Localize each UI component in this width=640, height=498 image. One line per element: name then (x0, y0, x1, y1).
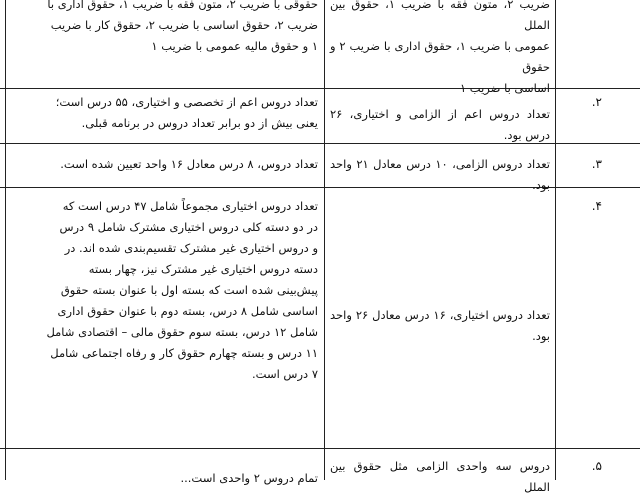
row-3-middle-cell (330, 154, 550, 196)
text-line: در دو دسته کلی دروس اختیاری مشترک شامل ۹ درس (59, 220, 318, 234)
text-line: دسته دروس اختیاری غیر مشترک نیز، چهار بسته (88, 262, 318, 276)
text-line: اساسی با ضریب ۱ (459, 81, 550, 95)
text-line: تعداد دروس اختیاری مجموعاً شامل ۴۷ درس است که (62, 199, 318, 213)
row-4-number: ۴. (591, 199, 602, 213)
column-divider (555, 0, 556, 480)
text-line: اساسی شامل ۸ درس، بسته دوم با عنوان حقوق اداری (57, 304, 318, 318)
text-line: تمام دروس ۲ واحدی است... (180, 471, 318, 485)
text-line: پیش‌بینی شده است که بسته اول با عنوان بسته حقوق (60, 283, 318, 297)
text-line: تعداد دروس اختیاری، ۱۶ درس معادل ۲۶ واحد بود. (330, 308, 550, 343)
row-5-left-cell (10, 468, 318, 489)
text-line: شامل ۱۲ درس، بسته سوم حقوق مالی – اقتصادی شامل (46, 325, 318, 339)
text-line: دروس سه واحدی الزامی مثل حقوق بین الملل (330, 459, 550, 494)
text-line: ۱ و حقوق مالیه عمومی با ضریب ۱ (151, 39, 318, 53)
text-line: تعداد دروس اعم از الزامی و اختیاری، ۲۶ درس بود. (330, 107, 550, 142)
row-4-left-cell (10, 196, 318, 385)
row-2-left-cell (10, 92, 318, 134)
text-line: ۱۱ درس و بسته چهارم حقوق کار و رفاه اجتماعی شامل (50, 346, 318, 360)
text-line: تعداد دروس، ۸ درس معادل ۱۶ واحد تعیین شده است. (60, 157, 318, 171)
row-2-number: ۲. (591, 95, 602, 109)
row-1-middle-cell (330, 0, 550, 99)
text-line: ضریب ۲، متون فقه با ضریب ۱، حقوق بین الملل (330, 0, 551, 32)
row-5-middle-cell (330, 456, 550, 498)
row-divider (0, 448, 640, 449)
row-3-left-cell (10, 154, 318, 175)
row-1-left-cell (10, 0, 318, 57)
column-divider (324, 0, 325, 480)
row-3-number: ۳. (591, 157, 602, 171)
text-line: یعنی بیش از دو برابر تعداد دروس در برنامه قبلی. (81, 116, 318, 130)
row-4-middle-cell (330, 305, 550, 347)
row-5-number: ۵. (591, 459, 602, 473)
text-line: تعداد دروس اعم از تخصصی و اختیاری، ۵۵ درس است؛ (55, 95, 318, 109)
text-line: حقوقی با ضریب ۲، متون فقه با ضریب ۱، حقوق اداری با (47, 0, 318, 11)
column-divider (5, 0, 6, 480)
text-line: ضریب ۲، حقوق اساسی با ضریب ۲، حقوق کار با ضریب (50, 18, 318, 32)
text-line: تعداد دروس الزامی، ۱۰ درس معادل ۲۱ واحد بود. (330, 157, 550, 192)
text-line: و دروس اختیاری غیر مشترک تقسیم‌بندی شده اند. در (64, 241, 318, 255)
row-2-middle-cell (330, 104, 550, 146)
text-line: ۷ درس است. (252, 367, 318, 381)
text-line: عمومی با ضریب ۱، حقوق اداری با ضریب ۲ و حقوق (330, 39, 550, 74)
